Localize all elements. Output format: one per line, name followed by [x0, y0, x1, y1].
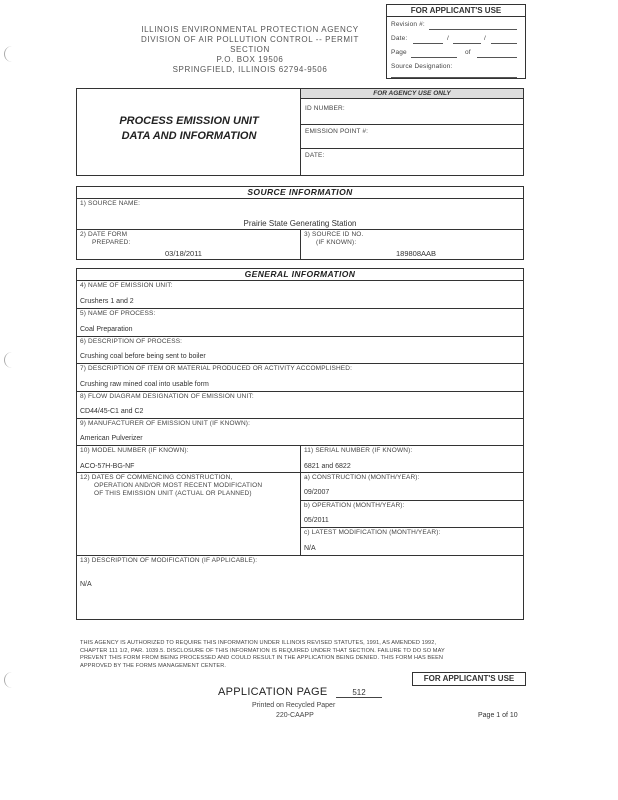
page-counter: Page 1 of 10: [478, 712, 518, 719]
date-prepared-label-b: PREPARED:: [92, 239, 131, 246]
date-prepared-label-a: 2) DATE FORM: [80, 231, 128, 238]
recycled-paper-note: Printed on Recycled Paper: [252, 702, 336, 709]
manufacturer-value[interactable]: American Pulverizer: [80, 435, 143, 442]
general-info-section: [76, 268, 524, 620]
applicant-use-footer-box: [412, 672, 526, 686]
notice-line: CHAPTER 111 1/2, PAR. 1039.5. DISCLOSURE OF THIS INFORMATION IS REQUIRED UNDER THAT SECTION. FAILURE TO DO SO MAY: [80, 647, 445, 654]
dates-label-a: 12) DATES OF COMMENCING CONSTRUCTION,: [80, 474, 233, 481]
item-description-label: 7) DESCRIPTION OF ITEM OR MATERIAL PRODUCED OR ACTIVITY ACCOMPLISHED:: [80, 365, 353, 372]
item-description-value[interactable]: Crushing raw mined coal into usable form: [80, 381, 209, 388]
divider: [76, 555, 524, 556]
source-designation-field[interactable]: [391, 77, 517, 78]
date-prepared-value[interactable]: 03/18/2011: [165, 249, 202, 258]
operation-date-value[interactable]: 05/2011: [304, 517, 329, 524]
flow-diagram-value[interactable]: CD44/45-C1 and C2: [80, 408, 144, 415]
divider: [76, 418, 524, 419]
source-info-heading: SOURCE INFORMATION: [247, 187, 353, 197]
agency-po-box: P.O. BOX 19506: [216, 55, 284, 64]
id-number-label: ID NUMBER:: [305, 105, 345, 112]
page-label: Page: [391, 49, 407, 56]
modification-description-value[interactable]: N/A: [80, 581, 92, 588]
divider: [300, 88, 301, 176]
operation-date-label: b) OPERATION (MONTH/YEAR):: [304, 502, 405, 509]
date-month-field[interactable]: [413, 43, 443, 44]
modification-date-value[interactable]: N/A: [304, 545, 316, 552]
process-name-label: 5) NAME OF PROCESS:: [80, 310, 156, 317]
source-id-label-b: (IF KNOWN):: [316, 239, 357, 246]
agency-city: SPRINGFIELD, ILLINOIS 62794-9506: [172, 65, 328, 74]
manufacturer-label: 9) MANUFACTURER OF EMISSION UNIT (IF KNOWN):: [80, 420, 251, 427]
applicant-use-title: FOR APPLICANT'S USE: [387, 5, 525, 17]
punch-hole-mark: [4, 46, 19, 62]
authorization-notice: [80, 640, 526, 670]
divider: [76, 280, 524, 281]
agency-division: DIVISION OF AIR POLLUTION CONTROL -- PERMIT SECTION: [141, 35, 359, 54]
divider: [300, 124, 524, 125]
agency-name: ILLINOIS ENVIRONMENTAL PROTECTION AGENCY: [141, 25, 359, 34]
notice-line: APPROVED BY THE FORMS MANAGEMENT CENTER.: [80, 662, 227, 669]
applicant-use-footer-title: FOR APPLICANT'S USE: [423, 674, 515, 683]
source-id-value[interactable]: 189808AAB: [396, 249, 437, 258]
divider: [300, 527, 524, 528]
serial-number-label: 11) SERIAL NUMBER (IF KNOWN):: [304, 447, 413, 454]
model-number-value[interactable]: ACO-57H-BG-NF: [80, 463, 135, 470]
applicant-use-box: [386, 4, 526, 79]
agency-date-label: DATE:: [305, 152, 325, 159]
revision-field[interactable]: [429, 29, 517, 30]
date-label: Date:: [391, 35, 408, 42]
divider: [300, 148, 524, 149]
source-designation-label: Source Designation:: [391, 63, 453, 70]
notice-line: PREVENT THIS FORM FROM BEING PROCESSED AND COULD RESULT IN THE APPLICATION BEING DENIED. THIS FORM HAS BEEN: [80, 655, 444, 662]
punch-hole-mark: [4, 352, 19, 368]
dates-label-c: OF THIS EMISSION UNIT (ACTUAL OR PLANNED): [94, 490, 252, 497]
emission-unit-name-value[interactable]: Crushers 1 and 2: [80, 298, 134, 305]
agency-header: [120, 25, 380, 75]
page-number-field[interactable]: [411, 57, 457, 58]
divider: [76, 472, 524, 473]
process-name-value[interactable]: Coal Preparation: [80, 326, 133, 333]
form-title-line2: DATA AND INFORMATION: [121, 130, 257, 142]
flow-diagram-label: 8) FLOW DIAGRAM DESIGNATION OF EMISSION UNIT:: [80, 393, 254, 400]
notice-line: THIS AGENCY IS AUTHORIZED TO REQUIRE THIS INFORMATION UNDER ILLINOIS REVISED STATUTES, 1991, AS AMENDED 1992,: [80, 640, 437, 646]
source-name-label: 1) SOURCE NAME:: [80, 200, 141, 207]
construction-date-value[interactable]: 09/2007: [304, 489, 330, 496]
modification-description-label: 13) DESCRIPTION OF MODIFICATION (IF APPLICABLE):: [80, 557, 258, 564]
process-description-label: 6) DESCRIPTION OF PROCESS:: [80, 338, 183, 345]
form-title-line1: PROCESS EMISSION UNIT: [119, 115, 259, 127]
date-separator: /: [484, 35, 486, 42]
divider: [76, 198, 524, 199]
divider: [76, 391, 524, 392]
source-id-label-a: 3) SOURCE ID NO.: [304, 231, 364, 238]
emission-point-label: EMISSION POINT #:: [305, 128, 369, 135]
model-number-label: 10) MODEL NUMBER (IF KNOWN):: [80, 447, 189, 454]
emission-unit-name-label: 4) NAME OF EMISSION UNIT:: [80, 282, 173, 289]
divider: [76, 336, 524, 337]
serial-number-value[interactable]: 6821 and 6822: [304, 463, 351, 470]
divider: [76, 308, 524, 309]
form-title: [86, 114, 292, 144]
source-name-value[interactable]: Prairie State Generating Station: [243, 219, 357, 228]
agency-use-title: FOR AGENCY USE ONLY: [301, 89, 523, 99]
dates-label-b: OPERATION AND/OR MOST RECENT MODIFICATION: [94, 482, 263, 489]
page-total-field[interactable]: [477, 57, 517, 58]
date-day-field[interactable]: [453, 43, 481, 44]
application-page-label: APPLICATION PAGE: [218, 686, 328, 698]
process-description-value[interactable]: Crushing coal before being sent to boiler: [80, 353, 206, 360]
revision-label: Revision #:: [391, 21, 425, 28]
punch-hole-mark: [4, 672, 19, 688]
date-separator: /: [447, 35, 449, 42]
modification-date-label: c) LATEST MODIFICATION (MONTH/YEAR):: [304, 529, 441, 536]
application-page-value[interactable]: 512: [336, 688, 382, 698]
divider: [300, 229, 301, 260]
of-label: of: [465, 49, 471, 56]
date-year-field[interactable]: [491, 43, 517, 44]
divider: [300, 500, 524, 501]
general-info-heading: GENERAL INFORMATION: [244, 269, 356, 279]
construction-date-label: a) CONSTRUCTION (MONTH/YEAR):: [304, 474, 420, 481]
divider: [76, 363, 524, 364]
form-code: 220-CAAPP: [276, 712, 314, 719]
